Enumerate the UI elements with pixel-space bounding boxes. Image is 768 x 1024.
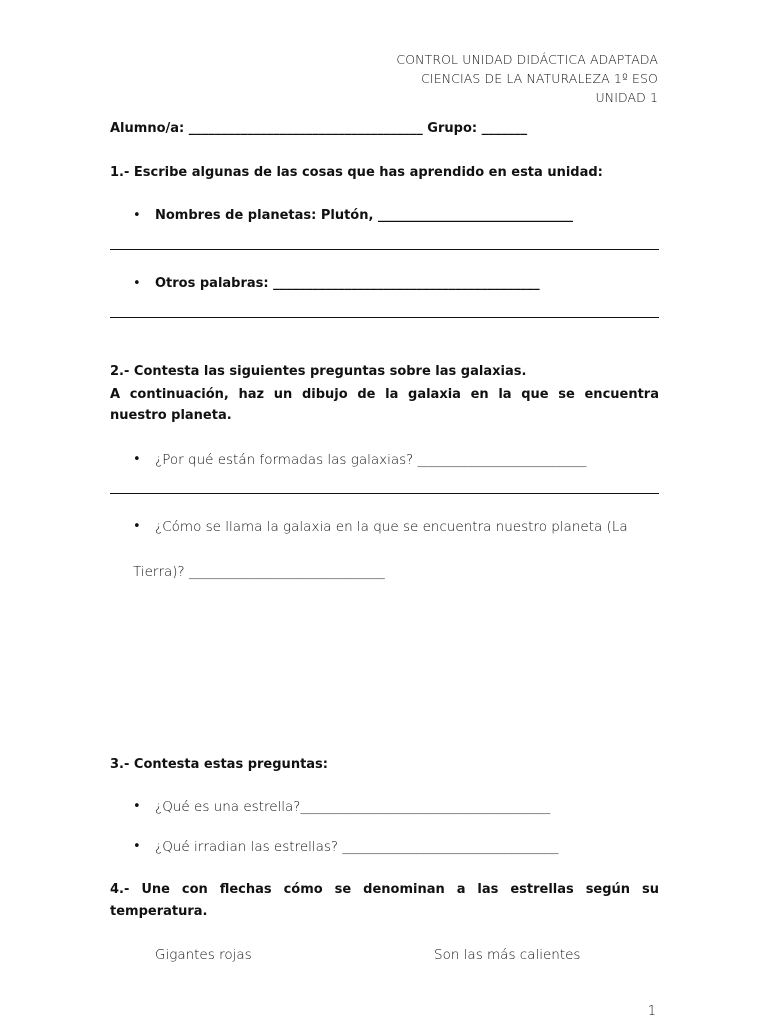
q4-title-line-1: 4.- Une con flechas cómo se denominan a las estrellas según su bbox=[110, 882, 659, 897]
q2-instruction-line-2: nuestro planeta. bbox=[110, 408, 232, 423]
q3-item-radiate-text: ¿Qué irradian las estrellas? bbox=[155, 839, 339, 855]
header-line-1: CONTROL UNIDAD DIDÁCTICA ADAPTADA bbox=[396, 52, 658, 67]
bullet-icon: • bbox=[133, 452, 141, 467]
q3-item-star-text: ¿Qué es una estrella? bbox=[155, 799, 301, 815]
q4-right-item: Son las más calientes bbox=[434, 947, 581, 963]
page-number: 1 bbox=[647, 1004, 656, 1019]
document-header bbox=[396, 50, 658, 107]
q3-title: 3.- Contesta estas preguntas: bbox=[110, 757, 328, 772]
q4-title-line-2: temperatura. bbox=[110, 904, 208, 919]
grupo-label: Grupo: bbox=[427, 121, 478, 136]
answer-line bbox=[110, 249, 659, 250]
q2-instruction-line-1: A continuación, haz un dibujo de la galaxia en la que se encuentra bbox=[110, 387, 659, 402]
alumno-blank: ____________________________________ bbox=[188, 121, 423, 136]
q2-item-galaxies-text: ¿Por qué están formadas las galaxias? bbox=[155, 452, 414, 468]
bullet-icon: • bbox=[133, 799, 141, 814]
q1-title: 1.- Escribe algunas de las cosas que has aprendido en esta unidad: bbox=[110, 165, 603, 180]
q1-item-planets-text: Nombres de planetas: Plutón, bbox=[155, 208, 374, 223]
bullet-icon: • bbox=[133, 519, 141, 534]
student-row bbox=[110, 121, 527, 136]
q3-item-radiate bbox=[155, 839, 558, 855]
alumno-label: Alumno/a: bbox=[110, 121, 185, 136]
header-line-2: CIENCIAS DE LA NATURALEZA 1º ESO bbox=[421, 71, 658, 86]
q2-item-our-galaxy-blank: _____________________________ bbox=[189, 564, 385, 580]
q1-item-planets bbox=[155, 208, 573, 223]
q4-left-item: Gigantes rojas bbox=[155, 947, 252, 963]
header-line-3: UNIDAD 1 bbox=[595, 90, 658, 105]
q2-item-our-galaxy-cont-text: Tierra)? bbox=[133, 564, 185, 580]
q2-item-galaxies-blank: _________________________ bbox=[417, 452, 587, 468]
q3-item-star-blank: _____________________________________ bbox=[300, 799, 551, 815]
answer-line bbox=[110, 493, 659, 494]
q1-item-planets-blank: ______________________________ bbox=[377, 208, 573, 223]
bullet-icon: • bbox=[133, 208, 141, 223]
q2-item-our-galaxy: ¿Cómo se llama la galaxia en la que se encuentra nuestro planeta (La bbox=[155, 519, 628, 535]
q2-item-galaxies bbox=[155, 452, 586, 468]
q2-item-our-galaxy-cont bbox=[133, 564, 385, 580]
q3-item-star bbox=[155, 799, 550, 815]
q1-item-words-blank: _________________________________________ bbox=[273, 276, 540, 291]
bullet-icon: • bbox=[133, 276, 141, 291]
answer-line bbox=[110, 317, 659, 318]
grupo-blank: _______ bbox=[481, 121, 528, 136]
q1-item-words-text: Otros palabras: bbox=[155, 276, 269, 291]
q1-item-words bbox=[155, 276, 540, 291]
q3-item-radiate-blank: ________________________________ bbox=[342, 839, 559, 855]
bullet-icon: • bbox=[133, 839, 141, 854]
q2-title: 2.- Contesta las siguientes preguntas sobre las galaxias. bbox=[110, 364, 527, 379]
